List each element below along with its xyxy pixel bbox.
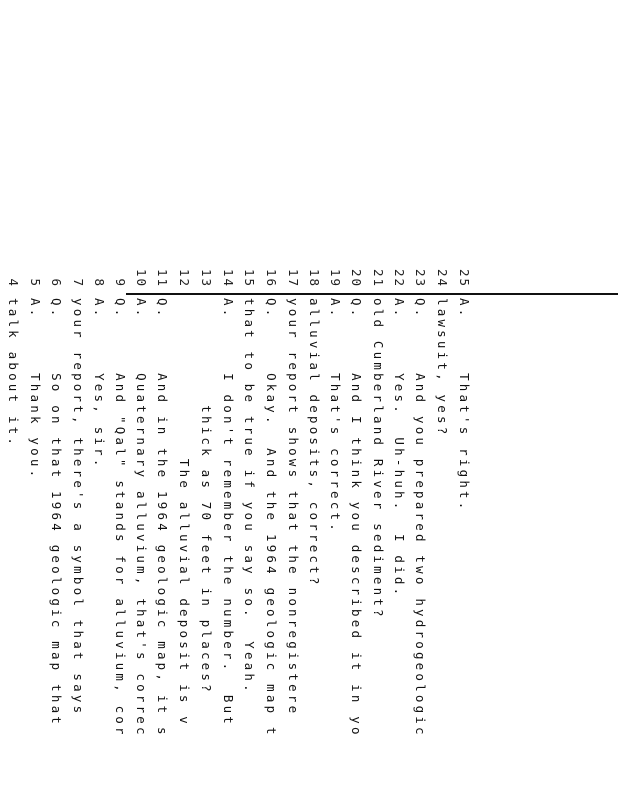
line-number: 5 <box>28 278 43 288</box>
line-text: Q. And you prepared two hydrogeologic <box>413 298 428 738</box>
line-number: 9 <box>113 278 128 288</box>
line-text: A. Thank you. <box>28 298 43 481</box>
line-text: that to be true if you say so. Yeah. <box>242 298 257 695</box>
line-number: 14 <box>221 268 236 288</box>
line-text: Q. And I think you described it in yo <box>349 298 364 738</box>
line-number: 20 <box>349 268 364 288</box>
line-text: The alluvial deposit is v <box>177 298 192 728</box>
line-number: 17 <box>286 268 301 288</box>
line-number: 10 <box>134 268 149 288</box>
line-number: 21 <box>371 268 386 288</box>
line-number: 7 <box>71 278 86 288</box>
line-number: 8 <box>92 278 107 288</box>
line-text: A. Quaternary alluvium, that's correc <box>134 298 149 738</box>
line-number: 6 <box>49 278 64 288</box>
line-text: talk about it. <box>6 298 21 449</box>
line-text: Q. And in the 1964 geologic map, it s <box>155 298 170 738</box>
line-number: 11 <box>155 268 170 288</box>
line-number: 16 <box>264 268 279 288</box>
line-number: 4 <box>6 278 21 288</box>
line-number: 12 <box>177 268 192 288</box>
line-text: Q. So on that 1964 geologic map that <box>49 298 64 728</box>
line-text: A. Yes, sir. <box>92 298 107 470</box>
line-text: your report shows that the nonregistere <box>286 298 301 717</box>
line-text: A. I don't remember the number. But <box>221 298 236 728</box>
line-number: 24 <box>435 268 450 288</box>
line-number: 13 <box>199 268 214 288</box>
line-text: Q. And "Qal" stands for alluvium, cor <box>113 298 128 738</box>
line-number: 25 <box>457 268 472 288</box>
line-text: A. Yes. Uh-huh. I did. <box>392 298 407 599</box>
line-text: your report, there's a symbol that says <box>71 298 86 717</box>
line-text: old Cumberland River sediment? <box>371 298 386 620</box>
line-number: 15 <box>242 268 257 288</box>
line-text: lawsuit, yes? <box>435 298 450 438</box>
line-number: 19 <box>328 268 343 288</box>
line-text: Q. Okay. And the 1964 geologic map t <box>264 298 279 738</box>
line-number: 18 <box>307 268 322 288</box>
line-number: 22 <box>392 268 407 288</box>
line-text: A. That's right. <box>457 298 472 513</box>
line-text: thick as 70 feet in places? <box>199 298 214 695</box>
line-text: A. That's correct. <box>328 298 343 534</box>
line-text: alluvial deposits, correct? <box>307 298 322 588</box>
margin-rule <box>126 293 618 295</box>
line-number: 23 <box>413 268 428 288</box>
